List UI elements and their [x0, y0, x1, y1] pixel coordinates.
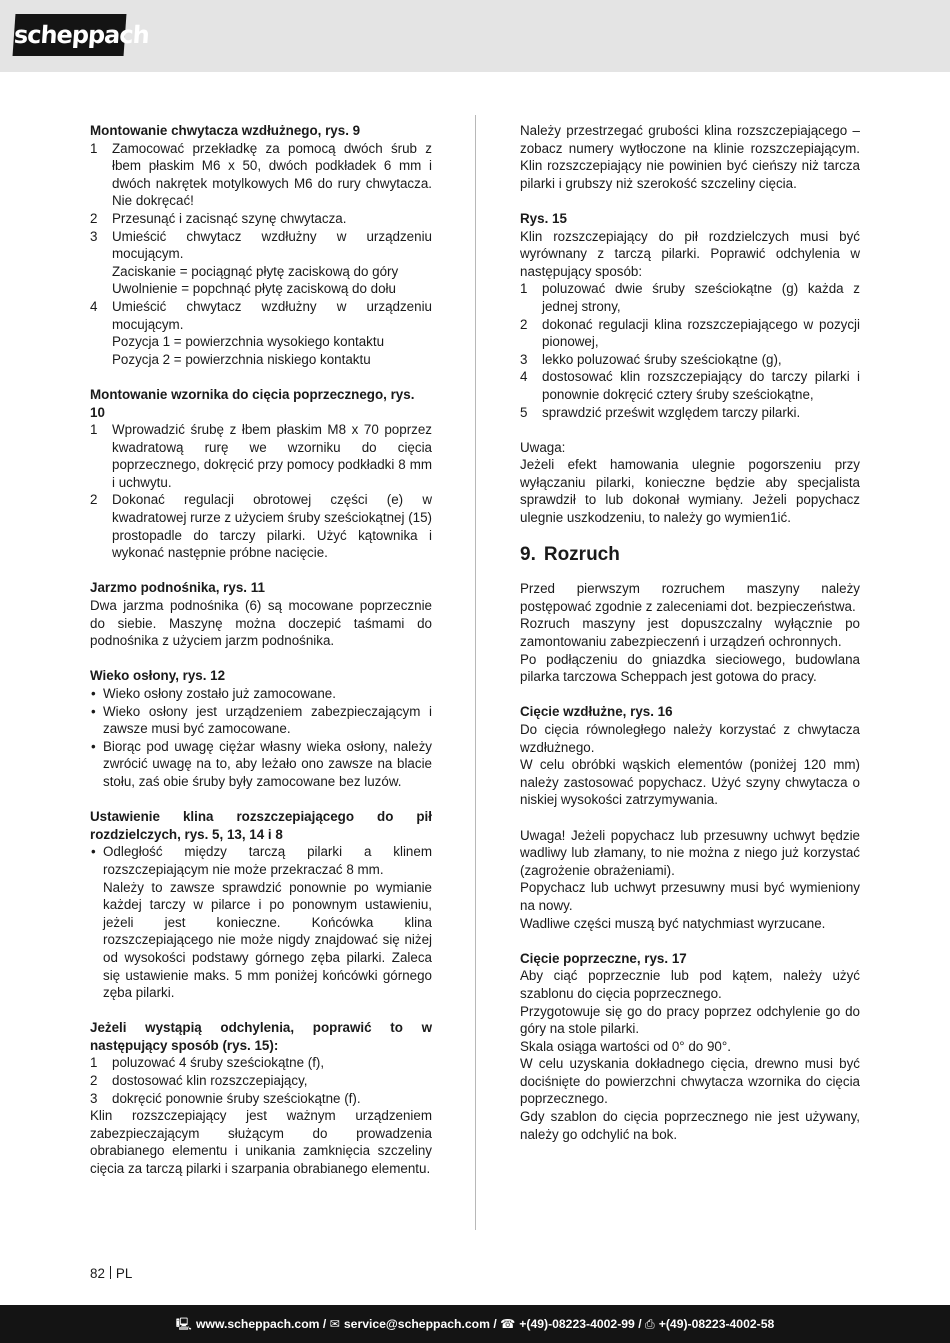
section-wzornik: [90, 386, 432, 562]
section-heading: Wieko osłony, rys. 12: [90, 668, 226, 684]
scheppach-logo: scheppach: [13, 14, 127, 56]
footer-fax: +(49)-08223-4002-58: [658, 1317, 775, 1331]
list-item: 1 poluzować 4 śruby sześciokątne (f),: [90, 1055, 325, 1071]
paragraph: Popychacz lub uchwyt przesuwny musi być wymieniony na nowy.: [520, 880, 860, 913]
section-uwaga: [520, 439, 860, 527]
paragraph: Klin rozszczepiający jest ważnym urządzeniem zabezpieczającym służącym do prowadzenia obrabianego elementu i unikania zamknięcia szczeliny cięcia za tarczą pilarki i szarpania obrabianego elementu.: [90, 1108, 432, 1177]
section-heading: Montowanie chwytacza wzdłużnego, rys. 9: [90, 123, 361, 138]
paragraph: Dwa jarzma podnośnika (6) są mocowane poprzecznie do siebie. Maszynę można doczepić taśmami do podnośnika z użyciem jarzm podnośnika.: [90, 598, 432, 649]
note-line: Pozycja 1 = powierzchnia wysokiego kontaktu: [112, 334, 385, 350]
page-number: 82 PL: [90, 1266, 133, 1281]
section-heading: Rys. 15: [520, 210, 567, 226]
list-item: 4 Umieścić chwytacz wzdłużny w urządzeniu mocującym.: [90, 298, 432, 332]
list-item: 2 Dokonać regulacji obrotowej części (e) w kwadratowej rurze z użyciem śruby sześciokątnej (15) prostopadle do tarczy pilarki. Użyć kątownika i wykonać następnie próbne nacięcie.: [90, 492, 433, 561]
list-item: 1 Wprowadzić śrubę z łbem płaskim M8 x 70 poprzez kwadratową rurę we wzorniku do cięcia poprzecznego, dokręcić przy pomocy podkładki 8 mm i uchwytu.: [90, 422, 432, 490]
phone-icon: ☎: [500, 1317, 516, 1331]
computer-icon: 🖳: [175, 1317, 192, 1331]
note-line: Pozycja 2 = powierzchnia niskiego kontaktu: [112, 351, 371, 367]
list-item: 2 dostosować klin rozszczepiający,: [90, 1073, 308, 1089]
list-item: 5 sprawdzić prześwit względem tarczy pilarki.: [520, 404, 801, 420]
list-item: 1 poluzować dwie śruby sześciokątne (g) każda z jednej strony,: [520, 281, 860, 314]
section-odchylenia: [90, 1019, 432, 1177]
paragraph: Przed pierwszym rozruchem maszyny należy postępować zgodnie z zaleceniami dot. bezpieczeństwa.: [520, 581, 860, 614]
mail-icon: ✉: [329, 1317, 340, 1331]
section-rozruch: [520, 580, 860, 686]
paragraph: Należy to zawsze sprawdzić ponownie po wymianie każdej tarczy w pilarce i po ponownym ustawieniu, jeżeli jest konieczne. Końcówka klina rozszczepiającego nie może nigdy znajdować się niżej od wysokości podstawy górnego zęba pilarki. Zaleca się ustawienie maks. 5 mm poniżej końcówki górnego zęba pilarki.: [103, 879, 432, 1001]
section-klin: [90, 808, 432, 1002]
note-line: Zaciskanie = pociągnąć płytę zaciskową do góry: [112, 263, 399, 279]
section-uwaga-popychacz: [520, 827, 860, 933]
section-heading: Jarzmo podnośnika, rys. 11: [90, 580, 265, 596]
right-column: [520, 122, 860, 1161]
paragraph: Aby ciąć poprzecznie lub pod kątem, należy użyć szablonu do cięcia poprzecznego.: [520, 968, 860, 1001]
note-label: Uwaga:: [520, 439, 566, 455]
footer-website[interactable]: www.scheppach.com: [196, 1317, 320, 1331]
list-item: 2 Przesunąć i zacisnąć szynę chwytacza.: [90, 210, 347, 226]
section-heading: Ustawienie klina rozszczepiającego do pił rozdzielczych, rys. 5, 13, 14 i 8: [90, 809, 432, 842]
fax-icon: ⎙: [644, 1317, 655, 1331]
chapter-title: 9. Rozruch: [520, 544, 620, 566]
section-heading: Cięcie wzdłużne, rys. 16: [520, 704, 673, 720]
footer-bar: 🖳 www.scheppach.com / ✉ service@scheppach.com / ☎ +(49)-08223-4002-99 / ⎙ +(49)-08223-4002-58: [0, 1305, 950, 1343]
bullet-item: • Wieko osłony jest urządzeniem zabezpieczającym i zawsze musi być zamocowane.: [91, 703, 432, 737]
section-jarzmo: [90, 579, 432, 649]
section-heading: Montowanie wzornika do cięcia poprzecznego, rys. 10: [90, 386, 415, 420]
section-ciecie-poprzeczne: [520, 950, 860, 1144]
paragraph: Po podłączeniu do gniazdka sieciowego, budowlana pilarka tarczowa Scheppach jest gotowa do pracy.: [520, 651, 860, 685]
paragraph: Uwaga! Jeżeli popychacz lub przesuwny uchwyt będzie wadliwy lub złamany, to nie można z niego już korzystać (zagrożenie obrażeniami).: [520, 827, 860, 878]
footer-email[interactable]: service@scheppach.com: [343, 1317, 490, 1331]
list-item: 3 dokręcić ponownie śruby sześciokątne (f).: [90, 1090, 361, 1106]
paragraph: Rozruch maszyny jest dopuszczalny wyłącznie po zamontowaniu zabezpieczenń i urządzeń ochronnych.: [520, 616, 860, 650]
paragraph: W celu uzyskania dokładnego cięcia, drewno musi być dociśnięte do powierzchni chwytacza wzornika do cięcia poprzecznego.: [520, 1056, 860, 1107]
bullet-item: • Biorąc pod uwagę ciężar własny wieka osłony, należy zwrócić uwagę na to, aby leżało ono zawsze na blacie stołu, zaś obie śruby były zamocowane bez luzów.: [91, 738, 432, 789]
section-chwytacz: [90, 122, 432, 368]
list-item: 3 lekko poluzować śruby sześciokątne (g),: [520, 351, 782, 367]
paragraph: Należy przestrzegać grubości klina rozszczepiającego – zobacz numery wytłoczone na klinie rozszczepiającym. Klin rozszczepiający nie powinien być cieńszy niż tarcza pilarki i grubszy niż szerokość szczeliny cięcia.: [520, 123, 860, 191]
paragraph: Skala osiąga wartości od 0° do 90°.: [520, 1038, 731, 1054]
list-item: 2 dokonać regulacji klina rozszczepiającego w pozycji pionowej,: [520, 316, 860, 350]
section-intro: [520, 122, 860, 192]
paragraph: Klin rozszczepiający do pił rozdzielczych musi być wyrównany z tarczą pilarki. Poprawić odchylenia w następujący sposób:: [520, 228, 860, 279]
section-wieko: [90, 667, 432, 790]
section-heading: Cięcie poprzeczne, rys. 17: [520, 950, 687, 966]
paragraph: W celu obróbki wąskich elementów (poniżej 120 mm) należy zastosować popychacz. Użyć szyny chwytacza o niskiej wysokości zatrzymywania.: [520, 757, 860, 808]
note-line: Uwolnienie = popchnąć płytę zaciskową do dołu: [112, 281, 396, 297]
paragraph: Gdy szablon do cięcia poprzecznego nie jest używany, należy go odchylić na bok.: [520, 1109, 860, 1142]
footer-phone: +(49)-08223-4002-99: [519, 1317, 635, 1331]
left-column: [90, 122, 432, 1195]
paragraph: Przygotowuje się go do pracy poprzez odchylenie go do góry na stole pilarki.: [520, 1003, 860, 1037]
paragraph: Wadliwe części muszą być natychmiast wyrzucane.: [520, 915, 826, 931]
list-item: 3 Umieścić chwytacz wzdłużny w urządzeniu mocującym.: [90, 228, 432, 262]
list-item: 4 dostosować klin rozszczepiający do tarczy pilarki i ponownie dokręcić cztery śruby sześciokątne,: [520, 369, 860, 402]
list-item: 1 Zamocować przekładkę za pomocą dwóch śrub z łbem płaskim M6 x 50, dwóch podkładek 6 mm i dwóch nakrętek motylkowych M6 do rury chwytacza. Nie dokręcać!: [90, 140, 432, 209]
bullet-item: • Wieko osłony zostało już zamocowane.: [91, 686, 336, 701]
section-ciecie-wzdluzne: [520, 703, 860, 809]
column-divider: [475, 115, 476, 1230]
section-heading: Jeżeli wystąpią odchylenia, poprawić to w następujący sposób (rys. 15):: [90, 1020, 432, 1053]
bullet-item: • Odległość między tarczą pilarki a klinem rozszczepiającym nie może przekraczać 8 mm.: [91, 844, 432, 877]
paragraph: Jeżeli efekt hamowania ulegnie pogorszeniu przy wyłączaniu pilarki, konieczne będzie aby specjalista sprawdził to lub dokonał wymiany. Jeżeli popychacz ulegnie uszkodzeniu, to należy go wymien1ić.: [520, 457, 860, 526]
paragraph: Do cięcia równoległego należy korzystać z chwytacza wzdłużnego.: [520, 722, 860, 755]
section-rys15: [520, 210, 860, 421]
